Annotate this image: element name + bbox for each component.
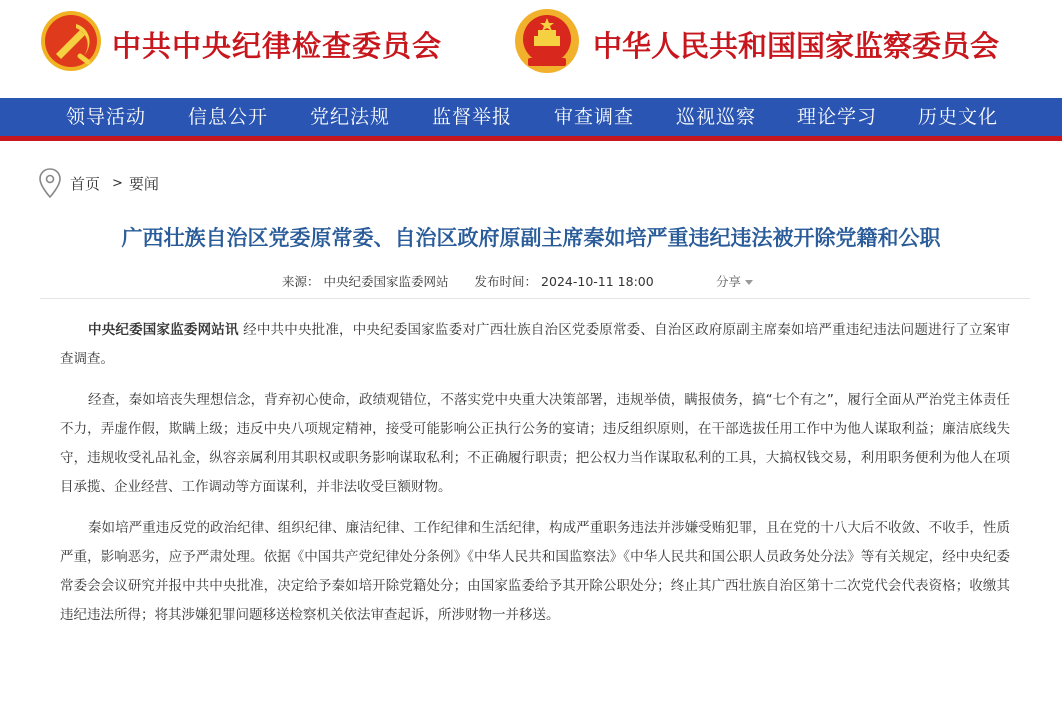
national-emblem-icon[interactable] xyxy=(514,8,580,74)
paragraph-lead: 中央纪委国家监委网站讯 xyxy=(88,322,239,338)
article-paragraph xyxy=(60,386,1010,502)
paragraph-text: 秦如培严重违反党的政治纪律、组织纪律、廉洁纪律、工作纪律和生活纪律，构成严重职务违法并涉嫌受贿犯罪，且在党的十八大后不收敛、不收手，性质严重，影响恶劣，应予严肃处理。依据《中国共产党纪律处分条例》《中华人民共和国监察法》《中华人民共和国公职人员政务处分法》等有关规定，经中央纪委常委会会议研究并报中共中央批准，决定给予秦如培开除党籍处分；由国家监委给予其开除公职处分；终止其广西壮族自治区第十二次党代会代表资格；收缴其违纪违法所得；将其涉嫌犯罪问题移送检察机关依法审查起诉，所涉财物一并移送。 xyxy=(60,520,1010,623)
site-header xyxy=(0,0,1062,98)
nav-item-history[interactable]: 历史文化 xyxy=(918,106,999,128)
nav-item-theory[interactable]: 理论学习 xyxy=(797,106,878,128)
main-nav xyxy=(0,98,1062,141)
chevron-down-icon xyxy=(745,280,753,285)
nav-item-report[interactable]: 监督举报 xyxy=(432,106,513,128)
nav-item-information[interactable]: 信息公开 xyxy=(188,106,269,128)
source-label: 来源： xyxy=(282,274,320,289)
nav-item-investigation[interactable]: 审查调查 xyxy=(554,106,635,128)
breadcrumb-home-link[interactable]: 首页 xyxy=(70,174,101,193)
article-meta xyxy=(282,272,654,290)
breadcrumb-current-link[interactable]: 要闻 xyxy=(128,174,159,193)
article-paragraph xyxy=(60,316,1010,374)
nav-item-leadership[interactable]: 领导活动 xyxy=(66,106,147,128)
share-label: 分享 xyxy=(716,274,742,289)
publish-time-value: 2024-10-11 18:00 xyxy=(541,273,654,289)
paragraph-text: 经中共中央批准，中央纪委国家监委对广西壮族自治区党委原常委、自治区政府原副主席秦如培严重违纪违法问题进行了立案审查调查。 xyxy=(60,322,1010,367)
paragraph-text: 经查，秦如培丧失理想信念，背弃初心使命，政绩观错位，不落实党中央重大决策部署，违规举债，瞒报债务，搞“七个有之”，履行全面从严治党主体责任不力，弄虚作假，欺瞒上级；违反中央八项规定精神，接受可能影响公正执行公务的宴请；违反组织原则，在干部选拔任用工作中为他人谋取利益；廉洁底线失守，违规收受礼品礼金，纵容亲属利用其职权或职务影响谋取私利；不正确履行职责；把公权力当作谋取私利的工具，大搞权钱交易，利用职务便利为他人在项目承揽、企业经营、工作调动等方面谋利，并非法收受巨额财物。 xyxy=(60,392,1010,495)
article-body xyxy=(60,316,1010,642)
nav-item-inspection[interactable]: 巡视巡察 xyxy=(676,106,757,128)
cpc-discipline-commission-title[interactable]: 中共中央纪律检查委员会 xyxy=(112,29,443,63)
nav-item-regulations[interactable]: 党纪法规 xyxy=(310,106,391,128)
source-value: 中央纪委国家监委网站 xyxy=(323,274,449,289)
national-supervisory-commission-title[interactable]: 中华人民共和国国家监察委员会 xyxy=(593,29,1000,63)
share-button[interactable] xyxy=(716,272,753,290)
publish-time-label: 发布时间： xyxy=(474,274,538,289)
breadcrumb-separator: > xyxy=(112,175,123,191)
article-title: 广西壮族自治区党委原常委、自治区政府原副主席秦如培严重违纪违法被开除党籍和公职 xyxy=(121,226,941,250)
location-pin-icon xyxy=(38,168,62,198)
article-paragraph xyxy=(60,514,1010,630)
breadcrumb xyxy=(38,168,159,198)
meta-divider xyxy=(40,298,1030,299)
party-emblem-icon[interactable] xyxy=(40,10,102,72)
